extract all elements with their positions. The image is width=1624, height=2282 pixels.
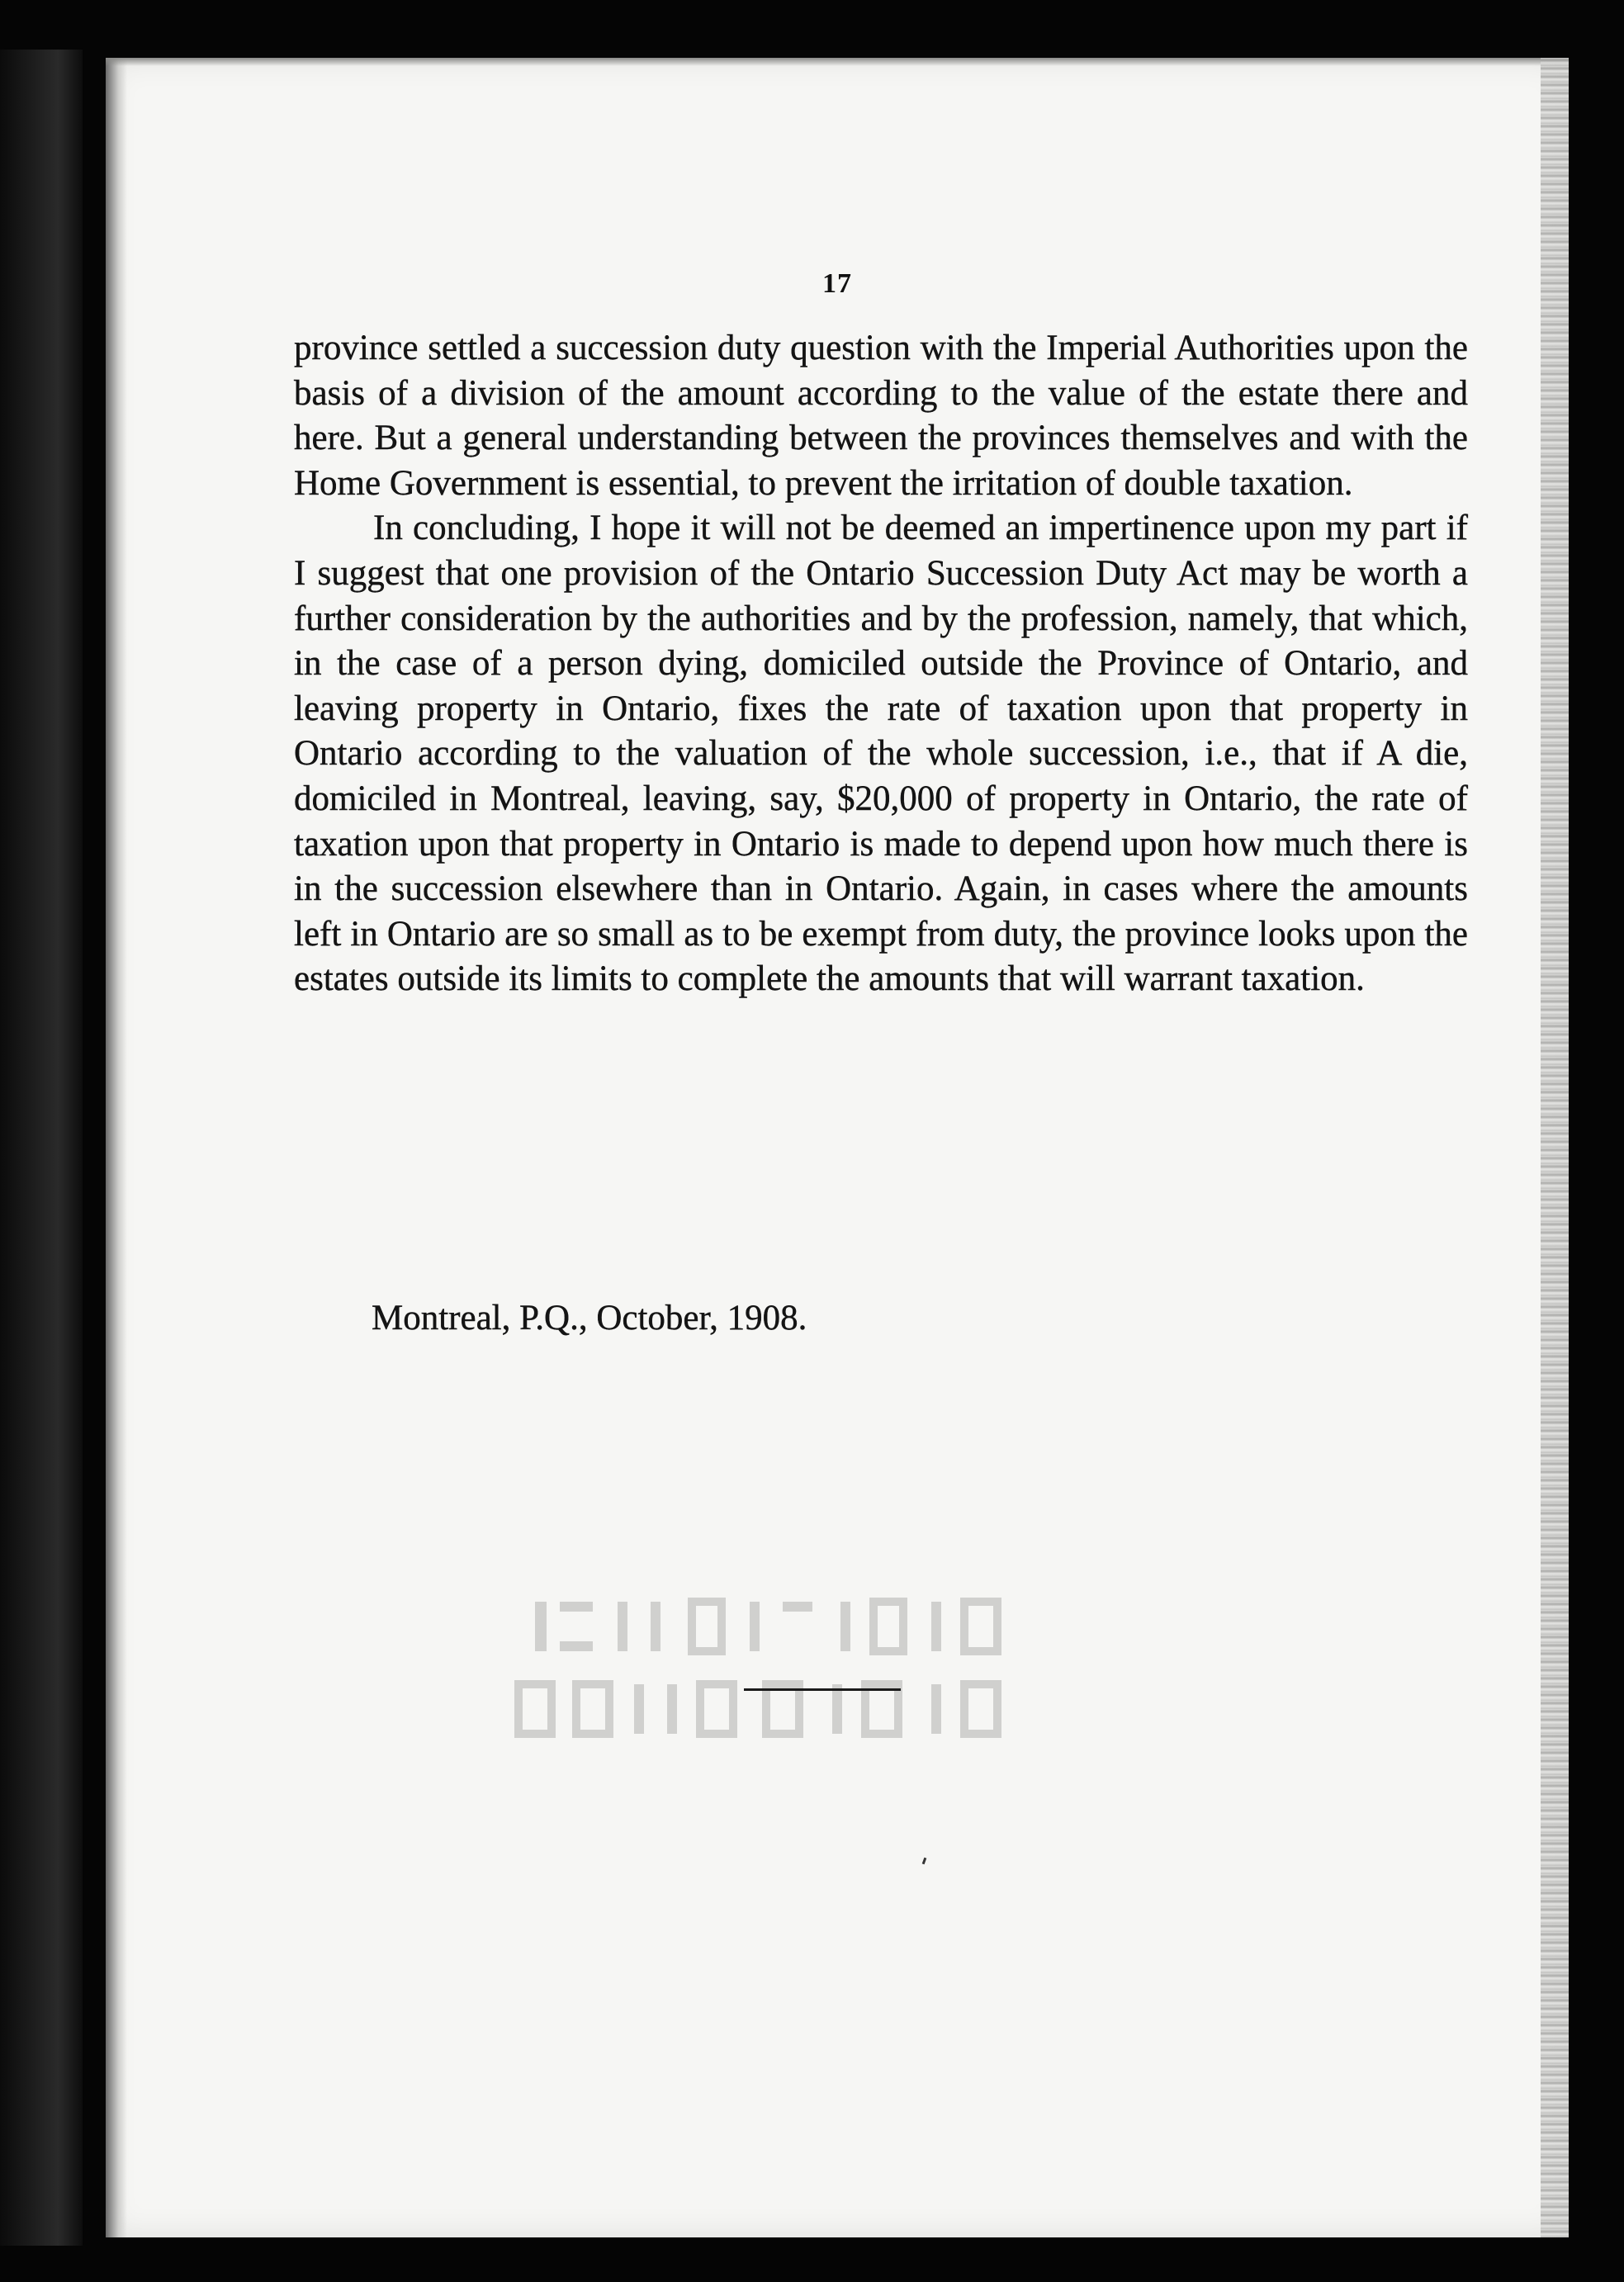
bleed-through-rule: [744, 1688, 901, 1691]
page-gutter: [106, 58, 127, 2237]
scan-speck: [922, 1858, 927, 1865]
facing-page-edge: [0, 50, 83, 2246]
paragraph-concluding: In concluding, I hope it will not be deemed an impertinence upon my part if I suggest that one provision of the Ontario Succession Duty Act may be worth a further consideration by the authorities and by the profession, namely, that which, in the case of a person dying, domiciled outside the Province of Ontario, and leaving property in Ontario, fixes the rate of taxation upon that property in Ontario according to the valuation of the whole succession, i.e., that if A die, domiciled in Montreal, leaving, say, $20,000 of property in Ontario, the rate of taxation upon that property in Ontario is made to depend upon how much there is in the succession elsewhere than in Ontario. Again, in cases where the amounts left in Ontario are so small as to be exempt from duty, the province looks upon the estates outside its limits to complete the amounts that will warrant taxation.: [294, 509, 1468, 999]
page-number: 17: [822, 268, 852, 299]
bleed-through-stamp: [452, 1569, 1129, 1767]
body-text: [294, 326, 1468, 1002]
place-date-signoff: Montreal, P.Q., October, 1908.: [372, 1299, 807, 1337]
document-page: [106, 58, 1569, 2237]
page-stack-edge: [1541, 58, 1569, 2237]
paragraph-continued: province settled a succession duty question with the Imperial Authorities upon the basis of a division of the amount according to the value of the estate there and here. But a general understanding between the provinces themselves and with the Home Government is essential, to prevent the irritation of double taxation.: [294, 329, 1468, 503]
page-top-edge: [106, 58, 1569, 66]
